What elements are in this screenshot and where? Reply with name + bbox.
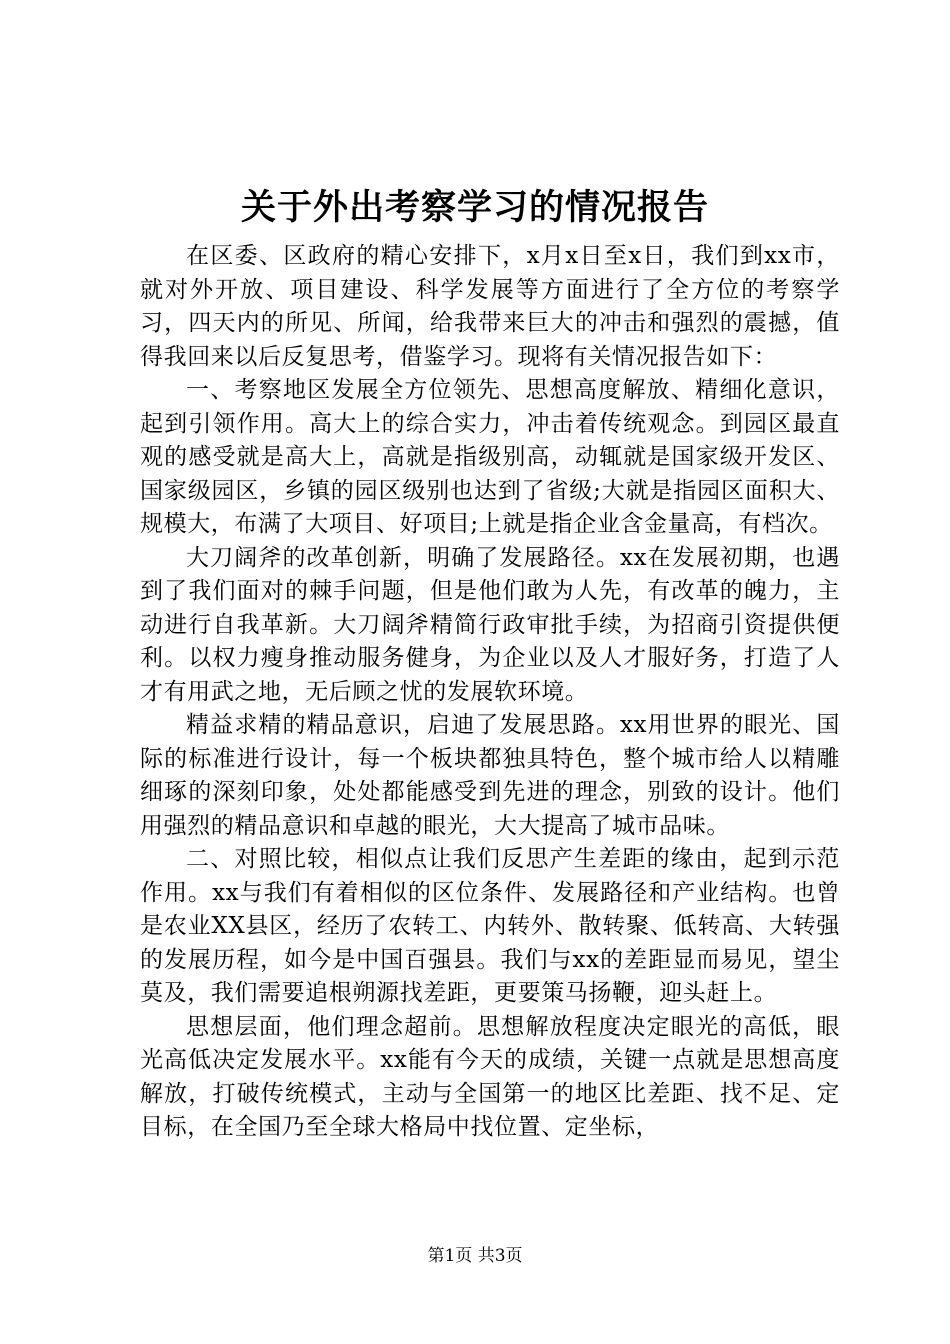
paragraph: 精益求精的精品意识，启迪了发展思路。xx用世界的眼光、国际的标准进行设计，每一个板块都独具特色，整个城市给人以精雕细琢的深刻印象，处处都能感受到先进的理念，别致的设计。他们用强烈的精品意识和卓越的眼光，大大提高了城市品味。 [140,712,840,839]
document-title: 关于外出考察学习的情况报告 [240,187,709,228]
page-footer: 第1页 共3页 [427,1246,523,1266]
paragraph: 大刀阔斧的改革创新，明确了发展路径。xx在发展初期，也遇到了我们面对的棘手问题，但是他们敢为人先，有改革的魄力，主动进行自我革新。大刀阔斧精简行政审批手续，为招商引资提供便利。以权力瘦身推动服务健身，为企业以及人才服好务，打造了人才有用武之地，无后顾之忧的发展软环境。 [140,544,840,705]
paragraph: 思想层面，他们理念超前。思想解放程度决定眼光的高低，眼光高低决定发展水平。xx能有今天的成绩，关键一点就是思想高度解放，打破传统模式，主动与全国第一的地区比差距、找不足、定目标，在全国乃至全球大格局中找位置、定坐标， [140,1013,840,1140]
paragraph: 一、考察地区发展全方位领先、思想高度解放、精细化意识，起到引领作用。高大上的综合实力，冲击着传统观念。到园区最直观的感受就是高大上，高就是指级别高，动辄就是国家级开发区、国家级园区，乡镇的园区级别也达到了省级;大就是指园区面积大、规模大，布满了大项目、好项目;上就是指企业含金量高，有档次。 [140,377,840,537]
document-body [140,240,840,1145]
paragraph: 在区委、区政府的精心安排下，x月x日至x日，我们到xx市，就对外开放、项目建设、科学发展等方面进行了全方位的考察学习，四天内的所见、所闻，给我带来巨大的冲击和强烈的震撼，值得我回来以后反复思考，借鉴学习。现将有关情况报告如下： [140,243,840,370]
paragraph: 二、对照比较，相似点让我们反思产生差距的缘由，起到示范作用。xx与我们有着相似的区位条件、发展路径和产业结构。也曾是农业XX县区，经历了农转工、内转外、散转聚、低转高、大转强的发展历程，如今是中国百强县。我们与xx的差距显而易见，望尘莫及，我们需要追根朔源找差距，更要策马扬鞭，迎头赶上。 [140,846,840,1006]
